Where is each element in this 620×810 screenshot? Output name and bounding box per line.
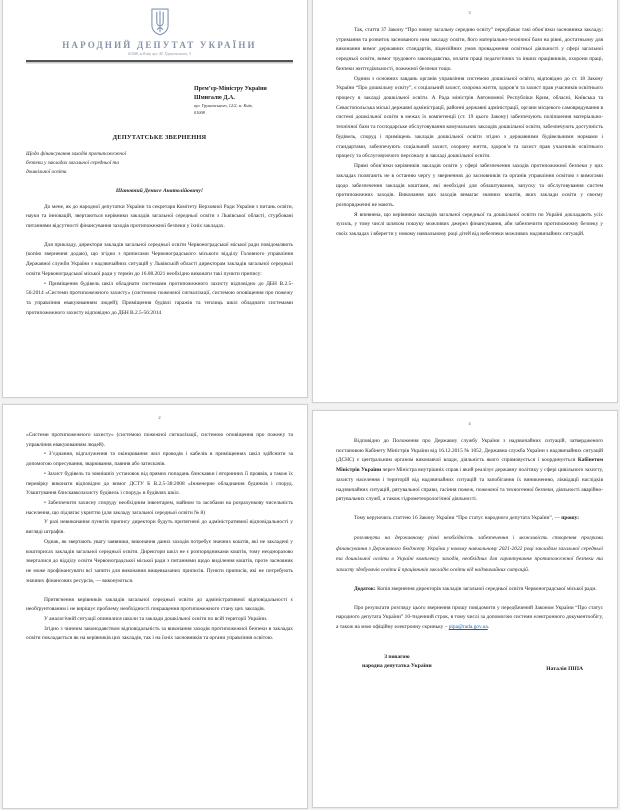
page-number: 2 — [158, 415, 161, 420]
page-2 — [2, 404, 308, 809]
paragraph: Прямі обов’язки керівників закладів освіти у сфері забезпечення заходів протипожежної безпеки у цих закладах полягають не в останню чергу у зверненнях до засновників та органів управління освітою з вимогами щодо забезпечення закладів коштами, які необхідні для облаштування, запуску та обслуговування систем протипожежних заходів. Виконання цих заходів вимагає значних коштів, яких заклади освіти у своєму розпорядженні не мають. — [336, 163, 603, 208]
paragraph-text: Відповідно до Положення про Державну службу України з надзвичайних ситуацій, затвердженого постановою Кабінету Міністрів України від 16.12.2015 № 1052, Державна служба України з надзвичайних ситуацій (ДСНС) є центральним органом виконавчої влади, діяльність якого спрямовується і координується — [336, 438, 603, 464]
paragraph: У аналогічній ситуації опинилися школи та заклади дошкільної освіти по всій території України. — [44, 615, 268, 622]
paragraph: Одним з основних завдань органів управління системою дошкільної освіти, відповідно до ст. 18 Закону України “Про дошкільну освіту”, є соціальний захист, охорона життя, здоров’я та захист прав учасників освітнього процесу в закладі дошкільної освіти. А Рада міністрів Автономної Республіки Крим, обласні, Київська та Севастопольська міські державні адміністрації, районні державні адміністрації, органи місцевого самоврядування в системі дошкільної освіти в межах їх компетенції (ст. 19 цього Закону) забезпечують поліпшення матеріально-технічної бази та господарське обслуговування комунальних закладів дошкільної освіти, забезпечують доступність будівель, споруд і приміщень закладів дошкільної освіти згідно з державними будівельними нормами і стандартами, забезпечують соціальний захист, охорону життя, здоров’я та захист прав учасників освітнього процесу та обслуговуючого персоналу в закладі дошкільної освіти. — [336, 75, 603, 160]
paragraph: У разі невиконання пунктів припису директори будуть притягнені до адміністративної відповідальності у вигляді штрафів. — [26, 519, 293, 536]
letterhead-divider — [26, 60, 293, 62]
subject-line: Щодо фінансування заходів протипожежної — [26, 150, 127, 157]
paragraph: Однак, як звертають увагу заявники, виконання даних заходів потребує значних коштів, які не закладені у кошторисах закладів загальної середньої освіти. Директори шкіл не є розпорядниками коштів, тому неодноразово зверталися до відділу освіти Червоноградської міської ради з питаннями щодо виділення коштів, проте засновник не може профінансувати всі запити для виконання вищевказаних приписів. Пункти приписів, які не потребують значних фінансових ресурсів, — виконуються. — [26, 538, 293, 584]
recipient-title: Прем’єр-Міністру України — [194, 85, 267, 92]
recipient-address-line1: вул. Грушевського, 12/2, м. Київ, — [194, 103, 253, 109]
bullet-item: • Приміщення будівель шкіл обладнати системами протипожежного захисту відповідно до ДБН В.2.5-56:2014 «Системи протипожежного захисту» (системою пожежної сигналізації, системою оповіщення про пожежу та управління евакуюванням людей); Приміщення будівлі гаражів та теплиць шкіл обладнати системами протипожежного захисту відповідно до ДБН В.2.5-56:2014 — [26, 280, 293, 316]
signature-name: Наталія ПІПА — [546, 665, 583, 672]
paragraph-text: Тому керуючись статтею 16 Закону України “Про статус народного депутата України”, — — [354, 515, 562, 522]
recipient-address-line2: 01008 — [194, 109, 205, 115]
paragraph — [336, 437, 603, 505]
paragraph: «Системи протипожежного захисту» (системою пожежної сигналізації, системою оповіщення про пожежу та управління евакуюванням людей). — [26, 432, 293, 448]
subject-line: дошкільної освіти — [26, 168, 67, 175]
subject-block — [26, 150, 201, 177]
attachment-label: Додаток: — [354, 586, 376, 592]
salutation: Шановний Денисе Анатолійовичу! — [115, 187, 204, 194]
paragraph — [336, 604, 603, 633]
bold-text: Кабінетом Міністрів України — [336, 457, 603, 474]
paragraph-text: через Міністра внутрішніх справ і який реалізує державну політику у сфері цивільного захисту, захисту населення і територій від надзвичайних ситуацій та запобігання їх виникненню, ліквідації наслідків надзвичайних ситуацій, рятувальної справи, гасіння пожеж, пожежної та техногенної безпеки, діяльності аварійно-рятувальних служб, а також гідрометеорологічної діяльності. — [336, 467, 603, 503]
bold-text: прошу: — [561, 515, 579, 522]
paragraph: Я впевнена, що керівники закладів загальної середньої та дошкільної освіти по Україні докладають усіх зусиль, у тому числі шляхом пошуку можливих джерел фінансування, аби забезпечити протипожежну безпеку у своїх закладах і вберегти у новому навчальному році дітей від небезпеки можливих надзвичайних ситуацій. — [336, 211, 603, 238]
attachment-paragraph — [336, 585, 603, 595]
signature-closing: З повагою — [384, 653, 410, 660]
letterhead-title: НАРОДНИЙ ДЕПУТАТ УКРАЇНИ — [62, 40, 257, 50]
paragraph: Для прикладу, директори закладів загальної середньої освіти Червоноградської міської ради повідомляють (копію звернення додаю), що згідно з приписами Червоноградського міського відділу Головного управління Державної служби України з надзвичайних ситуацій у Львівській області директорам закладів загальної середньої освіти Червоноградської міської ради у термін до 16.08.2021 необхідно виконати такі пункти припису: — [26, 241, 293, 277]
paragraph-text: Про результати розгляду цього звернення прошу повідомити у передбачений Законом України “Про статус народного депутата України” 10-тиденний строк, в тому числі за допомогою системи електронного документообігу, а також на мою офіційну електронну скриньку – — [336, 604, 603, 631]
page-number: 4 — [468, 421, 471, 426]
page-1 — [2, 0, 308, 398]
page-number: 3 — [468, 10, 471, 15]
bullet-item: • З’єднання, відгалуження та окінцювання жил проводів і кабелів в приміщеннях шкіл здійснити за допомогою опресування, зварювання, паяння або затискачів. — [26, 451, 293, 468]
paragraph: Так, стаття 37 Закону “Про повну загальну середню освіту” передбачає такі обов’язки засновника закладу: утримання та розвиток заснованого ним закладу освіти, його матеріально-технічної бази на рівні, достатньому для виконання вимог державних стандартів, ліцензійних умов провадження освітньої діяльності у сфері загальної середньої освіти, вимог трудового законодавства, оплати праці педагогічних та інших працівників, охорони праці, безпеки життєдіяльності, пожежної безпеки тощо. — [336, 27, 603, 72]
bullet-item: • Забезпечити захисну споруду необхідним інвентарем, майном та засобами на розрахункову чисельність населення, що підлягає укриттю (для закладу загальної середньої освіти № 8) — [26, 500, 293, 516]
recipient-block — [194, 85, 293, 116]
ukraine-trident-icon — [26, 8, 293, 36]
page-3 — [312, 0, 618, 403]
paragraph: До мене, як до народної депутатки України та секретаря Комітету Верховної Ради України з питань освіти, науки та інновацій, звертаються керівники закладів загальної середньої освіти з Львівської області, стурбовані питаннями відсутності фінансування заходів протипожежної безпеки у їхніх закладах. — [26, 203, 293, 229]
paragraph: Згідно з чинним законодавством відповідальність за виконання заходів протипожежної безпеки в закладах освіти покладається як на керівників цих закладів, так і на їхніх засновників та органи управління освітою. — [26, 625, 293, 642]
paragraph — [336, 514, 603, 524]
signature-role: народна депутатка України — [362, 663, 432, 670]
page-4 — [312, 410, 618, 808]
bullet-item: • Захист будівель та зовнішніх установок від прямих попадань блискавки і вторинних її проявів, а також їх перевірку виконати відповідно до вимог ДСТУ Б В.2.5-38:2008 «Інженерне обладнання будинків і споруд. Улаштування блискавкозахисту будівель і споруд» в будівлях шкіл. — [26, 470, 293, 497]
subject-line: безпеки у закладах загальної середньої та — [26, 159, 119, 166]
paragraph-text: . — [487, 624, 490, 631]
document-title: ДЕПУТАТСЬКЕ ЗВЕРНЕННЯ — [112, 133, 207, 141]
email-link[interactable]: pipa@rada.gov.ua — [448, 624, 488, 631]
recipient-name: Шмигалю Д.А. — [194, 94, 235, 101]
paragraph: Притягнення керівників закладів загальної середньої освіти до адміністративної відповідальності є необґрунтованим і не вирішує проблему необхідності покращення протипожежного стану цих закладів. — [26, 596, 293, 613]
signature-block — [336, 653, 603, 672]
signature-left — [362, 653, 432, 672]
request-paragraph: розглянути на державному рівні необхідність забезпечення і можливість створення програми фінансування з Державного бюджету України у новому навчальному 2021-2022 році закладам загальної середньої та дошкільної освіти в Україні комплексу заходів, необхідних для гарантування протипожежної безпеки та захисту здобувачів освіти й працівників закладів освіти від надзвичайних ситуацій. — [336, 534, 603, 574]
letterhead-address: 01008, м.Київ, вул. М. Грушевського, 5 — [127, 52, 191, 56]
paragraph-text: Копія звернення директорів закладів загальної середньої освіти Червоноградської міської ради. — [375, 586, 597, 592]
